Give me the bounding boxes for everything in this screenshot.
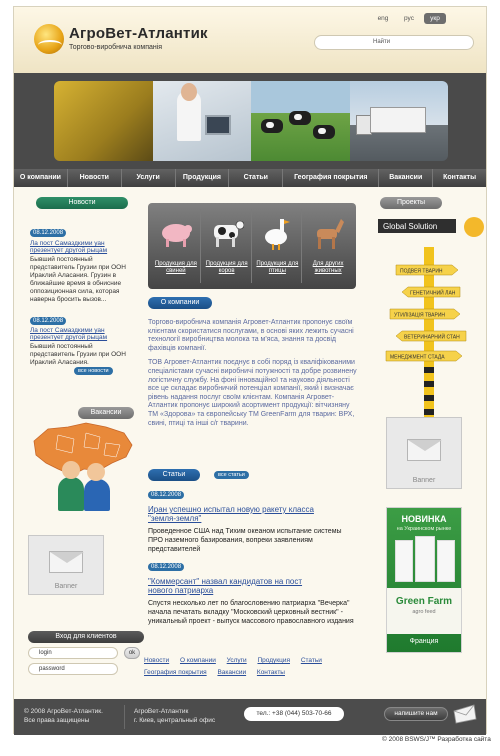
news-heading[interactable]: Новости <box>36 197 128 209</box>
login-heading: Вход для клиентов <box>28 631 144 643</box>
nav-products[interactable]: Продукция <box>176 169 230 187</box>
developer-credit[interactable]: © 2008 BSWS/J™ Разработка сайта <box>382 736 491 743</box>
lang-rus[interactable]: рус <box>404 15 414 22</box>
article-body: Проведенное США над Тихим океаном испытание системы ПРО наземного базирования, вопреки заявлениям представителей <box>148 528 342 553</box>
page-frame <box>13 6 487 734</box>
client-login <box>28 631 144 701</box>
logo-icon[interactable] <box>34 24 64 54</box>
scientist-head <box>181 83 197 101</box>
ad-brand-sub: agro feed <box>412 609 436 615</box>
lang-ukr[interactable]: укр <box>424 13 446 24</box>
article-title-link[interactable]: "Коммерсант" назвал кандидатов на пост нового патриарха <box>148 577 303 595</box>
goose-icon <box>260 213 294 253</box>
nav-services[interactable]: Услуги <box>122 169 176 187</box>
copyright <box>24 707 124 725</box>
horse-icon <box>311 213 345 253</box>
letter-icon[interactable] <box>452 703 478 725</box>
right-banner-placeholder[interactable] <box>386 417 462 489</box>
ad-brand: Green Farm <box>395 596 453 607</box>
product-label: Продукция для коров <box>205 261 248 274</box>
footer <box>14 699 486 735</box>
copyright-line: Все права защищены <box>24 717 90 724</box>
search-label: Найти <box>373 39 391 45</box>
monitor-shape <box>205 115 231 135</box>
products-panel <box>148 203 356 289</box>
article-date: 08.12.2008 <box>148 563 184 571</box>
about-paragraph: ТОВ Агровет-Атлантик поєднує в собі поряд із кваліфікованими спеціалістами сучасні виробничі потужності та добре розвинену логістичну службу. На фоні інноваційної та науково діяльності все це складає виробничий потенціал компанії, який і визначає рівень надання послуг своїм клієнтам. Компанія Агровет-Атлантик пропонує широкий асортимент продукції: вітчизняну ТМ «Здорова» та європейську ТМ GreenFarm для тварин: ВРХ, свині, птиці та інші с/г тварини. <box>148 359 357 427</box>
truck-shape <box>370 107 426 133</box>
language-switcher <box>372 13 446 24</box>
envelope-icon <box>49 551 83 573</box>
password-field[interactable]: password <box>28 663 118 675</box>
nav-about[interactable]: О компании <box>14 169 68 187</box>
cow-icon <box>210 213 244 253</box>
product-cows[interactable] <box>203 209 252 283</box>
footer-link[interactable]: Статьи <box>300 657 322 664</box>
nav-vacancies[interactable]: Вакансии <box>379 169 433 187</box>
vacancies-button[interactable]: Вакансии <box>78 407 134 419</box>
footer-link[interactable]: Вакансии <box>217 669 247 676</box>
ad-title: НОВИНКА <box>401 514 447 524</box>
nav-geography[interactable]: География покрытия <box>283 169 379 187</box>
footer-link[interactable]: География покрытия <box>144 669 207 676</box>
ad-subtitle: на Украинском рынке <box>396 526 452 532</box>
banner-label: Banner <box>54 583 78 590</box>
phone-number: тел.: +38 (044) 503-70-66 <box>244 707 344 721</box>
people-illustration <box>54 459 114 515</box>
article-body: Спустя несколько лет по благословению патриарха "Вечерка" начала печатать вкладку "Московский церковный вестник" - уникальный проект - выпуск массового православного издания <box>148 600 354 625</box>
cow-shape <box>261 119 283 133</box>
envelope-icon <box>407 439 441 461</box>
news-body: Бывший постоянный представитель Грузии при ООН Ираклий Аласания. <box>30 343 126 366</box>
product-pigs[interactable] <box>152 209 201 283</box>
banner-label: Banner <box>412 477 436 484</box>
lang-eng[interactable]: eng <box>377 15 389 22</box>
cows-photo <box>251 81 350 161</box>
cow-shape <box>313 125 335 139</box>
address <box>134 707 240 725</box>
main-nav <box>14 169 486 187</box>
article-date: 08.12.2008 <box>148 491 184 499</box>
pig-icon <box>159 213 193 253</box>
truck-photo <box>350 81 449 161</box>
articles-heading[interactable]: Статьи <box>148 469 200 481</box>
about-paragraph: Торгово-виробнича компанія Агровет-Атлантик пропонує своїм клієнтам скористатися послугами, в основі яких лежить сучасні технології виробництва молока та м'яса, знання та досвід фахівців компанії. <box>148 319 354 352</box>
product-other-animals[interactable] <box>304 209 352 283</box>
search-input[interactable] <box>314 35 474 50</box>
feed-bag-shape <box>395 540 413 582</box>
sign-label: ПОДВЕЯ ТВАРИН <box>400 268 443 275</box>
article-title-link[interactable]: Иран успешно испытал новую ракету класса "земля-земля" <box>148 505 314 523</box>
address-line: г. Киев, центральный офис <box>134 717 216 724</box>
feed-bag-shape <box>437 540 455 582</box>
left-banner-placeholder[interactable] <box>28 535 104 595</box>
person-head <box>87 463 105 481</box>
person-head <box>62 461 80 479</box>
address-line: АгроВет-Атлантик <box>134 708 189 715</box>
footer-link[interactable]: Услуги <box>226 657 247 664</box>
nav-articles[interactable]: Статьи <box>229 169 283 187</box>
news-body: Бывший постоянный представитель Грузии при ООН Ираклий Аласания. Грузин в ближайшие время в обнисние оппозиционная сила, которая наверна бросить вызов... <box>30 256 126 303</box>
global-solution-label: Global Solution <box>383 222 438 231</box>
sign-label: МЕНЕДЖМЕНТ СТАДА <box>390 354 445 361</box>
sign-label: ГЕНЕТИЧНИЙ ЛАН <box>410 290 456 297</box>
logo-title[interactable]: АгроВет-Атлантик <box>69 25 208 42</box>
news-title-link[interactable]: Ла пост Самаздкими уан презентует другой рыцам <box>30 240 108 254</box>
logo-subtitle: Торгово-виробнича компанія <box>69 44 163 51</box>
person-body <box>58 477 84 511</box>
footer-divider <box>124 705 125 729</box>
news-date: 08.12.2008 <box>30 317 66 325</box>
greenfarm-ad[interactable] <box>386 507 462 653</box>
nav-contacts[interactable]: Контакты <box>443 174 477 181</box>
product-label: Для других животных <box>312 261 344 274</box>
projects-button[interactable]: Проекты <box>380 197 442 209</box>
about-text <box>148 319 358 434</box>
product-label: Продукция для птицы <box>256 261 299 274</box>
all-articles-button[interactable]: все статьи <box>214 471 249 479</box>
product-label: Продукция для свиней <box>154 261 197 274</box>
about-heading[interactable]: О компании <box>148 297 212 309</box>
footer-link[interactable]: Продукция <box>257 657 290 664</box>
login-field[interactable]: login <box>28 647 118 659</box>
photo-banner <box>14 73 486 169</box>
lab-photo <box>153 81 252 161</box>
all-news-button[interactable]: все новости <box>74 367 113 375</box>
banner-photos <box>54 81 448 161</box>
write-us-button[interactable]: напишите нам <box>384 707 448 721</box>
footer-links <box>144 655 364 679</box>
footer-link[interactable]: Новости <box>144 657 170 664</box>
silos-photo <box>54 81 153 161</box>
person-body <box>84 479 110 511</box>
feed-bag-shape <box>415 536 435 582</box>
footer-link[interactable]: Контакты <box>256 669 285 676</box>
cow-shape <box>289 111 311 125</box>
news-title-link[interactable]: Ла пост Самаздкими уан презентует другой рыцам <box>30 327 108 341</box>
nav-news[interactable]: Новости <box>68 169 122 187</box>
login-ok-button[interactable]: ok <box>124 647 140 659</box>
sign-label: ВЕТЕРИНАРНИЙ СТАН <box>404 334 460 341</box>
footer-link[interactable]: О компании <box>179 657 216 664</box>
product-poultry[interactable] <box>254 209 303 283</box>
signpost-illustration[interactable] <box>376 217 486 447</box>
news-date: 08.12.2008 <box>30 229 66 237</box>
copyright-line: © 2008 АгроВет-Атлантик. <box>24 708 103 715</box>
ad-country: Франция <box>409 638 439 645</box>
sign-label: УТИЛІЗАЦІЯ ТВАРИН <box>394 312 446 319</box>
header <box>14 7 486 73</box>
